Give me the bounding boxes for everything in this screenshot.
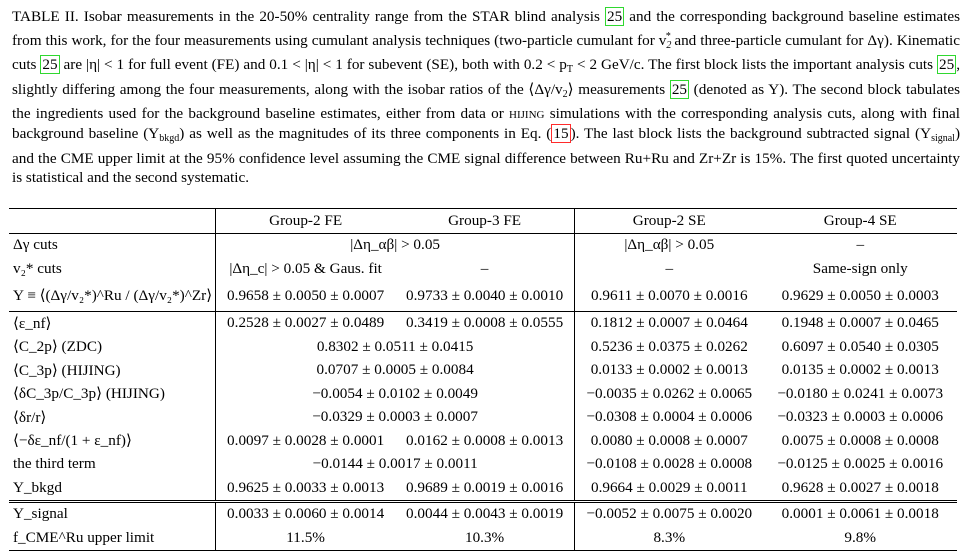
cell: −0.0052 ± 0.0075 ± 0.0020 (575, 501, 764, 526)
cell: – (575, 257, 764, 281)
row-label: ⟨δC_3p/C_3p⟩ (HIJING) (13, 385, 165, 403)
cell: 0.3419 ± 0.0008 ± 0.0555 (406, 314, 564, 332)
cell: −0.0329 ± 0.0003 ± 0.0007 (216, 406, 575, 430)
cell: 0.0044 ± 0.0043 ± 0.0019 (395, 501, 574, 526)
citation-25-link-4[interactable]: 25 (671, 80, 687, 98)
row-label: Y_bkgd (13, 478, 62, 496)
caption-text-12: ) and the CME upper limit at the 95% confidence level assuming the CME signal difference between Ru+Ru and Zr+Zr is 15%. The first quoted uncertainty is statistical and the second systematic. (12, 124, 961, 187)
citation-25-link[interactable]: 25 (606, 8, 623, 25)
cell: −0.0035 ± 0.0262 ± 0.0065 (575, 382, 764, 406)
header-group2-se: Group-2 SE (575, 209, 764, 234)
table-row (9, 359, 957, 383)
cell: 0.9658 ± 0.0050 ± 0.0007 (216, 281, 395, 312)
cell: 0.0162 ± 0.0008 ± 0.0013 (406, 431, 564, 449)
caption-text-7: ⟩ measurements (567, 80, 670, 98)
table-row (9, 382, 957, 406)
cell: 0.0075 ± 0.0008 ± 0.0008 (781, 431, 939, 449)
cell: 0.6097 ± 0.0540 ± 0.0305 (781, 337, 939, 355)
caption-text-2: and the corresponding background baseline estimates from this work, for the four measurements using cumulant analysis techniques (two-particle cumulant for v (12, 8, 960, 49)
cell: −0.0308 ± 0.0004 ± 0.0006 (575, 406, 764, 430)
row-label: Δγ cuts (13, 236, 58, 254)
cell: 0.0001 ± 0.0061 ± 0.0018 (763, 501, 957, 526)
cell: 0.9625 ± 0.0033 ± 0.0013 (216, 476, 395, 501)
row-label: Y ≡ ⟨(Δγ/v₂*)^Ru / (Δγ/v₂*)^Zr⟩ (9, 281, 216, 312)
table-row (9, 501, 957, 526)
caption-hijing: hijing (509, 105, 545, 123)
row-label: f_CME^Ru upper limit (9, 526, 216, 550)
cell: 0.1812 ± 0.0007 ± 0.0464 (575, 311, 764, 335)
results-table (9, 208, 957, 551)
caption-text-1: TABLE II. Isobar measurements in the 20-50% centrality range from the STAR blind analysis (12, 8, 605, 25)
cell: 0.9733 ± 0.0040 ± 0.0010 (395, 281, 574, 312)
row-label: ⟨δr/r⟩ (13, 408, 47, 426)
cell: 0.0033 ± 0.0060 ± 0.0014 (216, 501, 395, 526)
cell: 0.0135 ± 0.0002 ± 0.0013 (781, 361, 939, 379)
cell: 0.9689 ± 0.0019 ± 0.0016 (406, 478, 564, 496)
table-row (9, 526, 957, 550)
cell: −0.0323 ± 0.0003 ± 0.0006 (777, 408, 944, 426)
cell: |Δη_c| > 0.05 & Gaus. fit (216, 257, 395, 281)
cell: 8.3% (575, 526, 764, 550)
row-label: v₂* cuts (13, 259, 62, 277)
cell: 0.2528 ± 0.0027 ± 0.0489 (216, 311, 395, 335)
table-row (9, 335, 957, 359)
cell: |Δη_αβ| > 0.05 (216, 233, 575, 257)
cell: – (480, 259, 489, 277)
caption-text-9: simulations with the corresponding analysis cuts, along with final background baseline (Y (12, 105, 960, 142)
caption-text-11: ). The last block lists the background subtracted signal (Y (570, 124, 932, 142)
table-row (9, 453, 957, 477)
cell: −0.0125 ± 0.0025 ± 0.0016 (777, 455, 944, 473)
caption-text-3: and three-particle cumulant for Δγ). Kinematic cuts (12, 31, 960, 74)
row-label: ⟨ε_nf⟩ (13, 314, 52, 332)
cell: 0.0097 ± 0.0028 ± 0.0001 (216, 429, 395, 453)
cell: 0.9611 ± 0.0070 ± 0.0016 (575, 281, 764, 312)
cell: 0.9629 ± 0.0050 ± 0.0003 (763, 281, 957, 312)
cell: −0.0108 ± 0.0028 ± 0.0008 (575, 453, 764, 477)
caption-text-10: ) as well as the magnitudes of its three components in Eq. ( (179, 124, 552, 142)
row-label: ⟨C_2p⟩ (ZDC) (13, 338, 103, 356)
caption-text-6: , slightly differing among the four measurements, along with the isobar ratios of the ⟨Δγ/v (12, 56, 960, 98)
cell: 11.5% (216, 526, 395, 550)
cell: – (856, 236, 865, 254)
caption-bkgd-sub: bkgd (159, 132, 180, 144)
cell: 0.9664 ± 0.0029 ± 0.0011 (575, 476, 764, 501)
table-row (9, 429, 957, 453)
table-row (9, 233, 957, 257)
header-group2-fe: Group-2 FE (216, 209, 395, 234)
cell: 9.8% (763, 526, 957, 550)
cell: −0.0180 ± 0.0241 ± 0.0073 (777, 384, 944, 402)
cell: −0.0054 ± 0.0102 ± 0.0049 (216, 382, 575, 406)
cell: 0.9628 ± 0.0027 ± 0.0018 (781, 478, 939, 496)
row-label: Y_signal (9, 501, 216, 526)
caption-text-5: < 2 GeV/c. The first block lists the important analysis cuts (573, 56, 938, 74)
header-blank (9, 209, 216, 234)
cell: −0.0144 ± 0.0017 ± 0.0011 (216, 453, 575, 477)
cell: 0.5236 ± 0.0375 ± 0.0262 (575, 335, 764, 359)
citation-25-link-2[interactable]: 25 (42, 56, 58, 74)
header-group4-se: Group-4 SE (763, 209, 957, 234)
cell: Same-sign only (812, 259, 908, 277)
cell: 0.1948 ± 0.0007 ± 0.0465 (781, 314, 939, 332)
table-row (9, 281, 957, 312)
caption-text-8: (denoted as Y). The second block tabulates the ingredients used for the background baseline estimates, either from data or (12, 80, 960, 123)
cell: 0.0133 ± 0.0002 ± 0.0013 (575, 359, 764, 383)
row-label: the third term (13, 455, 96, 473)
caption-signal-sub: signal (931, 132, 955, 144)
caption-text-4: are |η| < 1 for full event (FE) and 0.1 < |η| < 1 for subevent (SE), both with 0.2 < p (59, 56, 567, 74)
table-row (9, 257, 957, 281)
cell: 0.8302 ± 0.0511 ± 0.0415 (216, 335, 575, 359)
cell: 10.3% (395, 526, 574, 550)
cell: 0.0080 ± 0.0008 ± 0.0007 (575, 429, 764, 453)
equation-15-link[interactable]: 15 (553, 124, 569, 142)
table-caption: TABLE II. Isobar measurements in the 20-50% centrality range from the STAR blind analysis 25 and the corresponding background baseline estimates from this work, for the four measurements using cumulant analysis techniques (two-particle cumulant for $v_2^*$ and three-particle cumulant for Δγ). Kinematic cuts 25 are |η| < 1 for full event (FE) and 0.1 < |η| < 1 for subevent (SE), both with $0.2 < p_T < 2$ GeV/c. The first block lists the important analysis cuts 25 , slightly differing among the four measurements, along with the isobar ratios of the $⟨\Delta\gamma/v_2⟩$ measurements 25 (denoted as Y). The second block tabulates the ingredients used for the background baseline estimates, either from data or hijing simulations with the corresponding analysis cuts, along with final background baseline $(Y_{bkgd})$ as well as the magnitudes of its three components in Eq. ( 15 ). The last block lists the background subtracted signal $(Y_{signal})$ and the CME upper limit at the 95% confidence level assuming the CME signal difference between Ru+Ru and Zr+Zr is 15%. The first quoted uncertainty is statistical and the second systematic. (12, 8, 961, 187)
cell: 0.0707 ± 0.0005 ± 0.0084 (216, 359, 575, 383)
row-label: ⟨C_3p⟩ (HIJING) (13, 361, 121, 379)
table-row (9, 406, 957, 430)
cell: |Δη_αβ| > 0.05 (575, 233, 764, 257)
table-row (9, 476, 957, 501)
table-row (9, 311, 957, 335)
row-label: ⟨−δε_nf/(1 + ε_nf)⟩ (13, 432, 132, 450)
header-group3-fe: Group-3 FE (395, 209, 574, 234)
citation-25-link-3[interactable]: 25 (939, 56, 955, 74)
table-header-row (9, 209, 957, 234)
